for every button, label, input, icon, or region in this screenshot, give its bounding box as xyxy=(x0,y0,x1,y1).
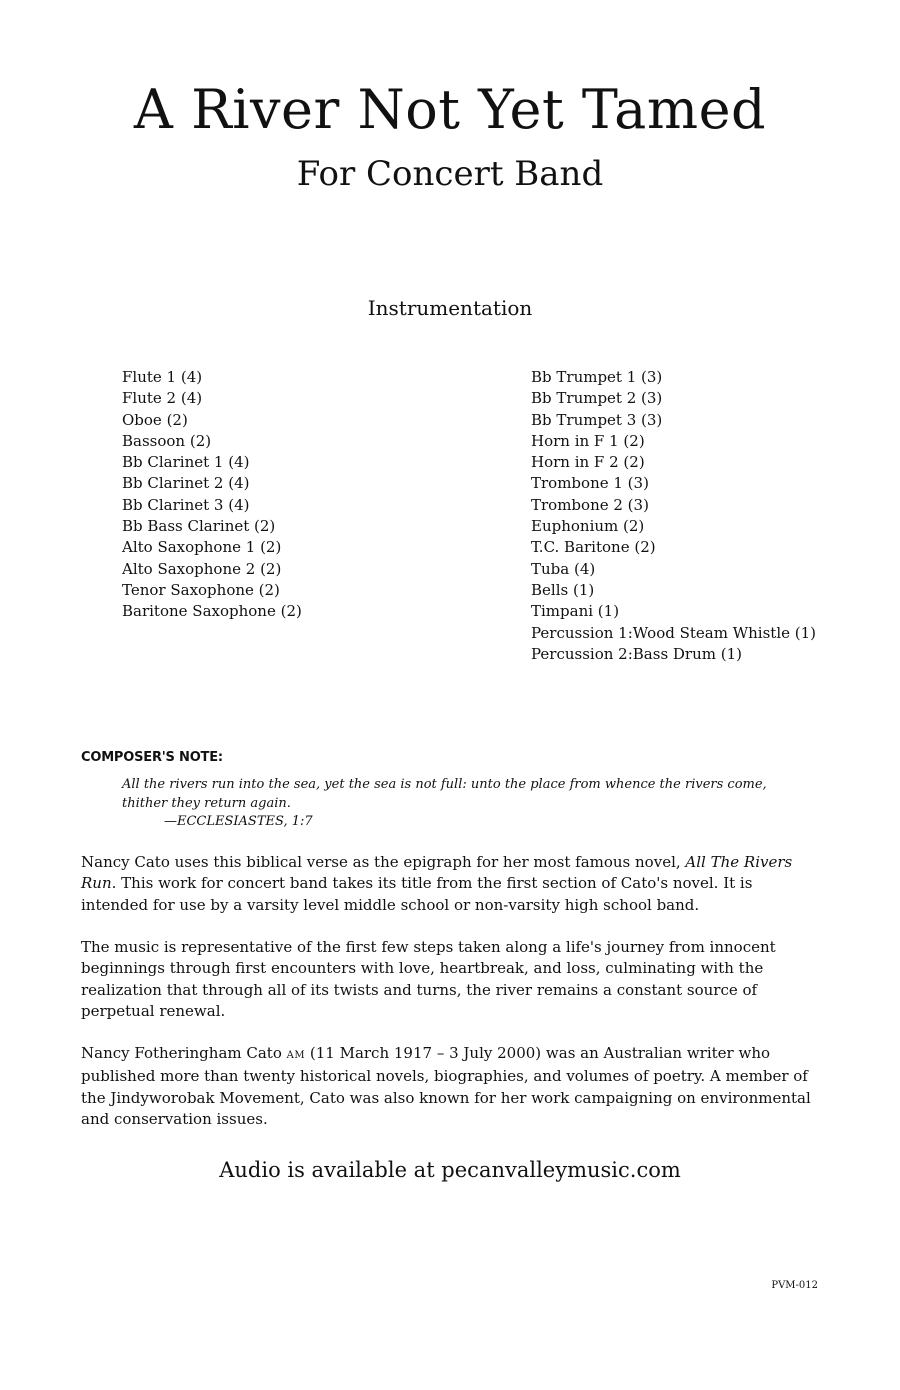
instrument-list-brass-percussion xyxy=(531,367,816,665)
instrument-item: Bb Trumpet 1 (3) xyxy=(531,368,663,386)
piece-subtitle: For Concert Band xyxy=(296,154,604,194)
note-paragraph-music: The music is representative of the first few steps taken along a life's journey from innocent beginnings through first encounters with love, heartbreak, and loss, culminating with the realization that through all of its twists and turns, the river remains a constant source of perpetual renewal. xyxy=(81,938,776,1020)
instrument-item: Bb Clarinet 1 (4) xyxy=(122,453,250,472)
instrument-item: Bb Clarinet 3 (4) xyxy=(122,495,250,514)
note-text: . This work for concert band takes its title from the first section of Cato's novel. It is intended for use by a varsity level middle school or non-varsity high school band. xyxy=(81,874,753,914)
instrument-item: Tenor Saxophone (2) xyxy=(122,580,280,599)
piece-title: A River Not Yet Tamed xyxy=(133,78,767,141)
instrumentation-heading: Instrumentation xyxy=(367,296,533,320)
novel-title: All The Rivers Run xyxy=(81,853,793,893)
instrument-item: Trombone 1 (3) xyxy=(531,474,649,493)
instrument-list-woodwinds xyxy=(122,367,302,623)
instrument-item: Trombone 2 (3) xyxy=(531,495,649,514)
instrument-item: Bassoon (2) xyxy=(122,431,212,450)
instrument-item: Bb Clarinet 2 (4) xyxy=(122,474,250,493)
instrument-item: Alto Saxophone 1 (2) xyxy=(122,538,282,557)
epigraph-attribution: —ECCLESIASTES, 1:7 xyxy=(164,814,313,829)
honorific: AM xyxy=(286,1050,306,1061)
composers-note-heading: COMPOSER'S NOTE: xyxy=(81,750,223,765)
instrument-item: T.C. Baritone (2) xyxy=(531,538,656,557)
note-text: Nancy Fotheringham Cato xyxy=(81,1044,287,1062)
instrument-item: Bb Trumpet 3 (3) xyxy=(531,410,663,429)
instrument-item: Bb Bass Clarinet (2) xyxy=(122,517,276,536)
audio-availability: Audio is available at pecanvalleymusic.com xyxy=(219,1158,681,1182)
instrument-item: Timpani (1) xyxy=(531,602,620,621)
instrument-item: Horn in F 1 (2) xyxy=(531,431,645,450)
instrument-item: Tuba (4) xyxy=(531,559,596,578)
instrument-item: Oboe (2) xyxy=(122,410,188,429)
instrument-item: Bb Trumpet 2 (3) xyxy=(531,389,663,408)
note-paragraph-novel xyxy=(81,852,821,916)
instrument-item: Horn in F 2 (2) xyxy=(531,453,645,472)
instrument-item: Percussion 1:Wood Steam Whistle (1) xyxy=(531,623,817,642)
note-text: Nancy Cato uses this biblical verse as the epigraph for her most famous novel, xyxy=(81,853,686,871)
instrument-item: Baritone Saxophone (2) xyxy=(122,602,302,621)
note-text: (11 March 1917 – 3 July 2000) was an Australian writer who published more than twenty historical novels, biographies, and volumes of poetry. A member of the Jindyworobak Movement, Cato was also known for her work campaigning on environmental and conservation issues. xyxy=(81,1044,811,1128)
instrument-item: Flute 1 (4) xyxy=(122,368,203,386)
epigraph-quote: All the rivers run into the sea, yet the sea is not full: unto the place from whence the rivers come, thither they return again. xyxy=(122,777,767,811)
instrument-item: Euphonium (2) xyxy=(531,517,645,536)
instrument-item: Alto Saxophone 2 (2) xyxy=(122,559,282,578)
catalog-code: PVM-012 xyxy=(771,1280,818,1291)
instrument-item: Percussion 2:Bass Drum (1) xyxy=(531,644,743,663)
instrument-item: Bells (1) xyxy=(531,580,595,599)
note-paragraph-biography xyxy=(81,1043,821,1130)
instrument-item: Flute 2 (4) xyxy=(122,389,203,408)
